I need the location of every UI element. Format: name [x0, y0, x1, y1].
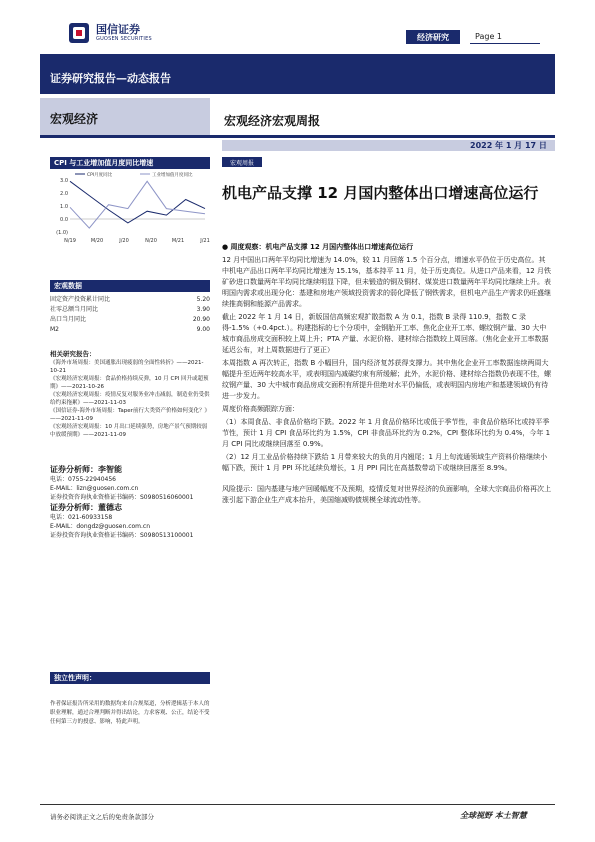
report-series-title: 宏观经济宏观周报 [224, 114, 321, 128]
analyst-block: 证券分析师：李智能 电话：0755-22940456 E-MAIL：lizn@guosen.com.cn 证券投资咨询执业资格证书编码：S0980516060001 [50, 465, 210, 502]
lead-title: ● 周度观察：机电产品支撑 12 月国内整体出口增速高位运行 [222, 243, 414, 251]
headline: 机电产品支撑 12 月国内整体出口增速高位运行 [222, 184, 539, 202]
analyst-email[interactable]: E-MAIL：lizn@guosen.com.cn [50, 485, 139, 492]
report-category-tag: 经济研究 [406, 30, 460, 44]
paragraph: 周度价格高频跟踪方面： [222, 405, 299, 413]
macro-row: 固定资产投资累计同比 5.20 [50, 296, 210, 303]
y-tick-label: 1.0 [60, 204, 68, 210]
report-body [222, 242, 552, 508]
y-tick-label: 2.0 [60, 191, 68, 197]
logo-text-cn: 国信证券 [96, 23, 140, 36]
x-tick-label: M/21 [171, 238, 185, 244]
macro-data-table [50, 295, 210, 335]
footer-divider [40, 804, 555, 805]
chart-title: CPI 与工业增加值月度同比增速 [50, 157, 210, 169]
paragraph: 本周指数 A 再次转正，指数 B 小幅回升，国内经济复苏获得支撑力。其中焦化企业开工率数据连续两周大幅提升至近两年较高水平，或表明国内减碳约束有所缓解；此外，水泥价格、建材综合指数仍表现不佳，螺纹钢产量、30 大中城市商品房成交面积有所提升但绝对水平仍偏低，或表明国内房地产和基建领域仍有待进一步发力。 [222, 359, 551, 400]
analyst-name: 董德志 [98, 503, 122, 512]
paragraph: 12 月中国出口两年平均同比增速为 14.0%，较 11 月回落 1.5 个百分点，增速水平仍位于历史高位。其中机电产品出口两年平均同比增速为 15.1%，基本持平 11 月，处于历史高位。从进口产品来看，12 月铁矿砂进口数量两年平均同比继续明显下降，但未锻造的铜及铜材、煤炭进口数量两年平均同比继续上升。表明国内需求或出现分化：基建和房地产领域投资需求的弱化降低了钢铁需求，但机电产品生产需求仍旺盛继续推高铜和能源产品需求。 [222, 256, 551, 308]
series-line-1 [70, 181, 205, 228]
x-tick-label: M/20 [90, 238, 104, 244]
analyst-block: 证券分析师：董德志 电话：021-60933158 E-MAIL：dongdz@guosen.com.cn 证券投资咨询执业资格证书编码：S0980513100001 [50, 503, 210, 540]
related-report-item[interactable]: 《宏观经济宏观周报：食品价格持续反弹，10 月 CPI 回升或超预期》——2021-10-26 [50, 376, 209, 390]
sector-label: 宏观经济 [50, 112, 99, 126]
x-tick-label: N/19 [64, 238, 76, 244]
related-report-item[interactable]: 《宏观经济宏观周报：10 月出口延续强势，房地产景气预期较弱中放缓预期》——2021-11-09 [50, 424, 208, 438]
related-report-item[interactable]: 《海外市场周报：美国通胀出现疲弱的全面性转折》——2021-10-21 [50, 360, 204, 374]
risk-warning: 风险提示：国内基建与地产回暖幅度不及预期，疫情反复对世界经济的负面影响，全球大宗商品价格再次上涨引起下游企业生产成本抬升，美国缩减购债规模全球流动性等。 [222, 485, 551, 504]
macro-row: 社零总额当月同比 3.90 [50, 306, 210, 313]
y-tick-label: 3.0 [60, 178, 68, 184]
analyst-email[interactable]: E-MAIL：dongdz@guosen.com.cn [50, 523, 151, 530]
legend-label: CPI月度同比 [87, 173, 113, 178]
paragraph: （2）12 月工业品价格持续下跌给 1 月带来较大的负的月内翘尾；1 月上旬流通领域生产资料价格继续小幅下跌，预计 1 月 PPI 环比延续负增长，1 月 PPI 同比在高基数带动下或继续回落至 8.9%。 [222, 453, 548, 472]
macro-row: M2 9.00 [50, 326, 210, 333]
x-tick-label: J/20 [119, 238, 129, 244]
declaration-title: 独立性声明： [50, 672, 210, 684]
guosen-logo-icon [68, 22, 90, 44]
weekly-tag: 宏观周报 [222, 157, 262, 167]
logo-text-en: GUOSEN SECURITIES [96, 36, 152, 42]
footer-slogan: 全球视野 本土智慧 [460, 810, 527, 820]
related-reports [50, 350, 210, 439]
declaration-text: 作者保证报告所采用的数据均来自合规渠道，分析逻辑基于本人的职业理解，通过合理判断并得出结论，力求客观、公正，结论不受任何第三方的授意、影响，特此声明。 [50, 701, 210, 725]
x-tick-label: N/20 [145, 238, 157, 244]
macro-row: 出口当月同比 20.90 [50, 316, 210, 323]
report-date: 2022 年 1 月 17 日 [470, 141, 547, 150]
footer-disclaimer: 请务必阅读正文之后的免责条款部分 [50, 813, 154, 821]
company-logo [68, 18, 188, 48]
analyst-name: 李智能 [98, 465, 122, 474]
related-report-item[interactable]: 《国信证券-海外市场周报：Taper前行大类资产价格如何变化？》——2021-11-09 [50, 408, 210, 422]
page-number: Page 1 [470, 30, 540, 44]
report-type-band: 证券研究报告—动态报告 [40, 54, 555, 94]
y-tick-label: (1.0) [56, 230, 68, 236]
related-reports-title: 相关研究报告： [50, 350, 96, 358]
x-tick-label: J/21 [200, 238, 210, 244]
legend-label: 工业增加值月度同比 [152, 173, 193, 178]
paragraph: 截止 2022 年 1 月 14 日，新版国信高频宏观扩散指数 A 为 0.1，指数 B 录得 110.9，指数 C 录得-1.5%（+0.4pct.）。构建指标的七个分项中，金钢胎开工率、焦化企业开工率、螺纹钢产量、30 大中城市商品房成交面积较上周上升；PTA 产量、水泥价格、建材综合指数较上周回落。（焦化企业开工率数据延迟公布，对上周数据进行了更正） [222, 313, 549, 354]
related-report-item[interactable]: 《宏观经济宏观周报：疫情反复对服务业冲击减弱，制造业仍受供给约束拖累》——2021-11-03 [50, 392, 210, 406]
paragraph: （1）本周食品、非食品价格均下跌。2022 年 1 月食品价格环比或低于季节性，非食品价格环比或持平季节性，预计 1 月 CPI 食品环比约为 1.5%，CPI 非食品环比约为 0.2%，CPI 整体环比约为 0.4%，今年 1 月 CPI 同比或继续回落至 0.9%。 [222, 418, 551, 448]
macro-data-title: 宏观数据 [50, 280, 210, 292]
cpi-iva-line-chart [50, 170, 210, 250]
series-line-0 [70, 181, 205, 223]
y-tick-label: 0.0 [60, 217, 68, 223]
